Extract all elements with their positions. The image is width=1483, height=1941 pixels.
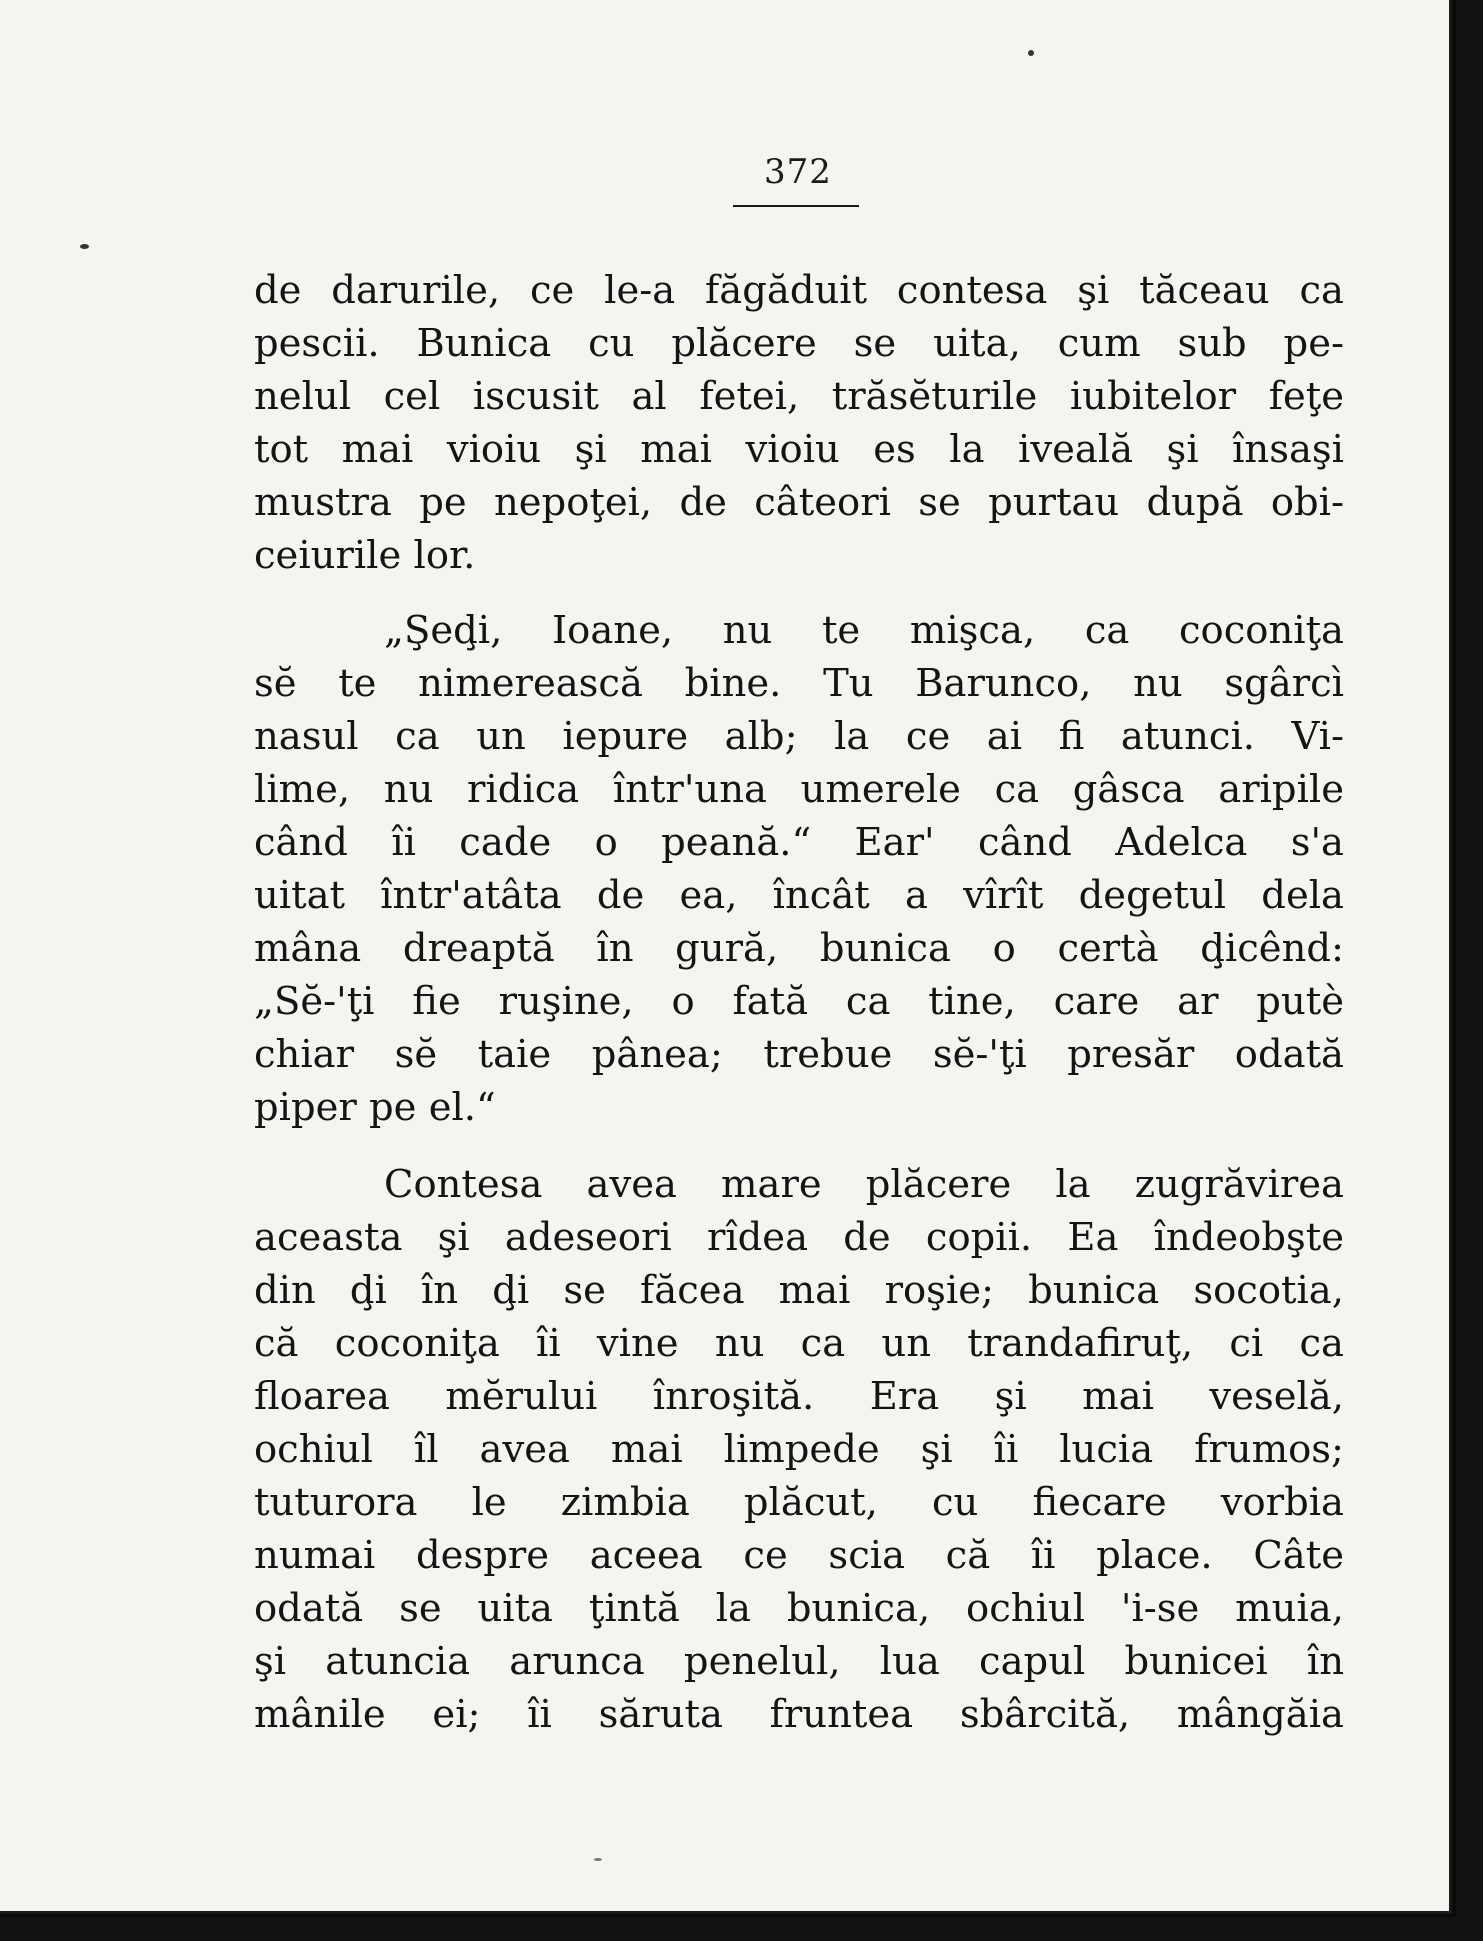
ink-speck — [1028, 50, 1034, 56]
text-line: piper pe el.“ — [254, 1085, 496, 1130]
text-line: mânile ei; îi săruta fruntea sbârcită, mângăia — [254, 1692, 1344, 1737]
text-line: pescii. Bunica cu plăcere se uita, cum sub pe- — [254, 321, 1344, 366]
ink-speck — [80, 244, 89, 249]
text-line: floarea mĕrului înroşită. Era şi mai veselă, — [254, 1374, 1344, 1419]
paragraph — [254, 604, 1344, 1134]
text-line: şi atuncia arunca penelul, lua capul bunicei în — [254, 1639, 1344, 1684]
text-line: mustra pe nepoţei, de câteori se purtau după obi- — [254, 480, 1344, 525]
scan-edge-bottom — [0, 1917, 1483, 1941]
page-number: 372 — [764, 152, 832, 192]
paragraph — [254, 264, 1344, 582]
text-line: lime, nu ridica într'una umerele ca gâsca aripile — [254, 767, 1344, 812]
scan-edge-right — [1456, 0, 1483, 1941]
text-line: numai despre aceea ce scia că îi place. Câte — [254, 1533, 1344, 1578]
paragraph — [254, 1158, 1344, 1741]
text-line: nelul cel iscusit al fetei, trăsĕturile iubitelor feţe — [254, 374, 1344, 419]
text-line: ceiurile lor. — [254, 533, 476, 578]
page-number-rule — [733, 205, 859, 207]
text-line: uitat într'atâta de ea, încât a vîrît degetul dela — [254, 873, 1344, 918]
text-line: tuturora le zimbia plăcut, cu fiecare vorbia — [254, 1480, 1344, 1525]
text-line: sĕ te nimerească bine. Tu Barunco, nu sgârcì — [254, 661, 1344, 706]
text-line: tot mai vioiu şi mai vioiu es la iveală şi însaşi — [254, 427, 1344, 472]
text-line: „Şeḑi, Ioane, nu te mişca, ca coconiţa — [384, 608, 1344, 653]
text-line: odată se uita ţintă la bunica, ochiul 'i-se muia, — [254, 1586, 1344, 1631]
text-line: aceasta şi adeseori rîdea de copii. Ea îndeobşte — [254, 1215, 1344, 1260]
text-line: când îi cade o peană.“ Ear' când Adelca s'a — [254, 820, 1344, 865]
text-line: de darurile, ce le-a făgăduit contesa şi tăceau ca — [254, 268, 1344, 313]
text-line: că coconiţa îi vine nu ca un trandafiruţ, ci ca — [254, 1321, 1344, 1366]
text-line: mâna dreaptă în gură, bunica o certà ḑicênd: — [254, 926, 1344, 971]
text-line: din ḑi în ḑi se făcea mai roşie; bunica socotia, — [254, 1268, 1344, 1313]
text-line: „Sĕ-'ţi fie ruşine, o fată ca tine, care ar putè — [254, 979, 1344, 1024]
text-line: ochiul îl avea mai limpede şi îi lucia frumos; — [254, 1427, 1344, 1472]
text-line: chiar sĕ taie pânea; trebue sĕ-'ţi presăr odată — [254, 1032, 1344, 1077]
text-line: nasul ca un iepure alb; la ce ai fi atunci. Vi- — [254, 714, 1344, 759]
ink-speck — [594, 1858, 602, 1861]
text-line: Contesa avea mare plăcere la zugrăvirea — [384, 1162, 1344, 1207]
